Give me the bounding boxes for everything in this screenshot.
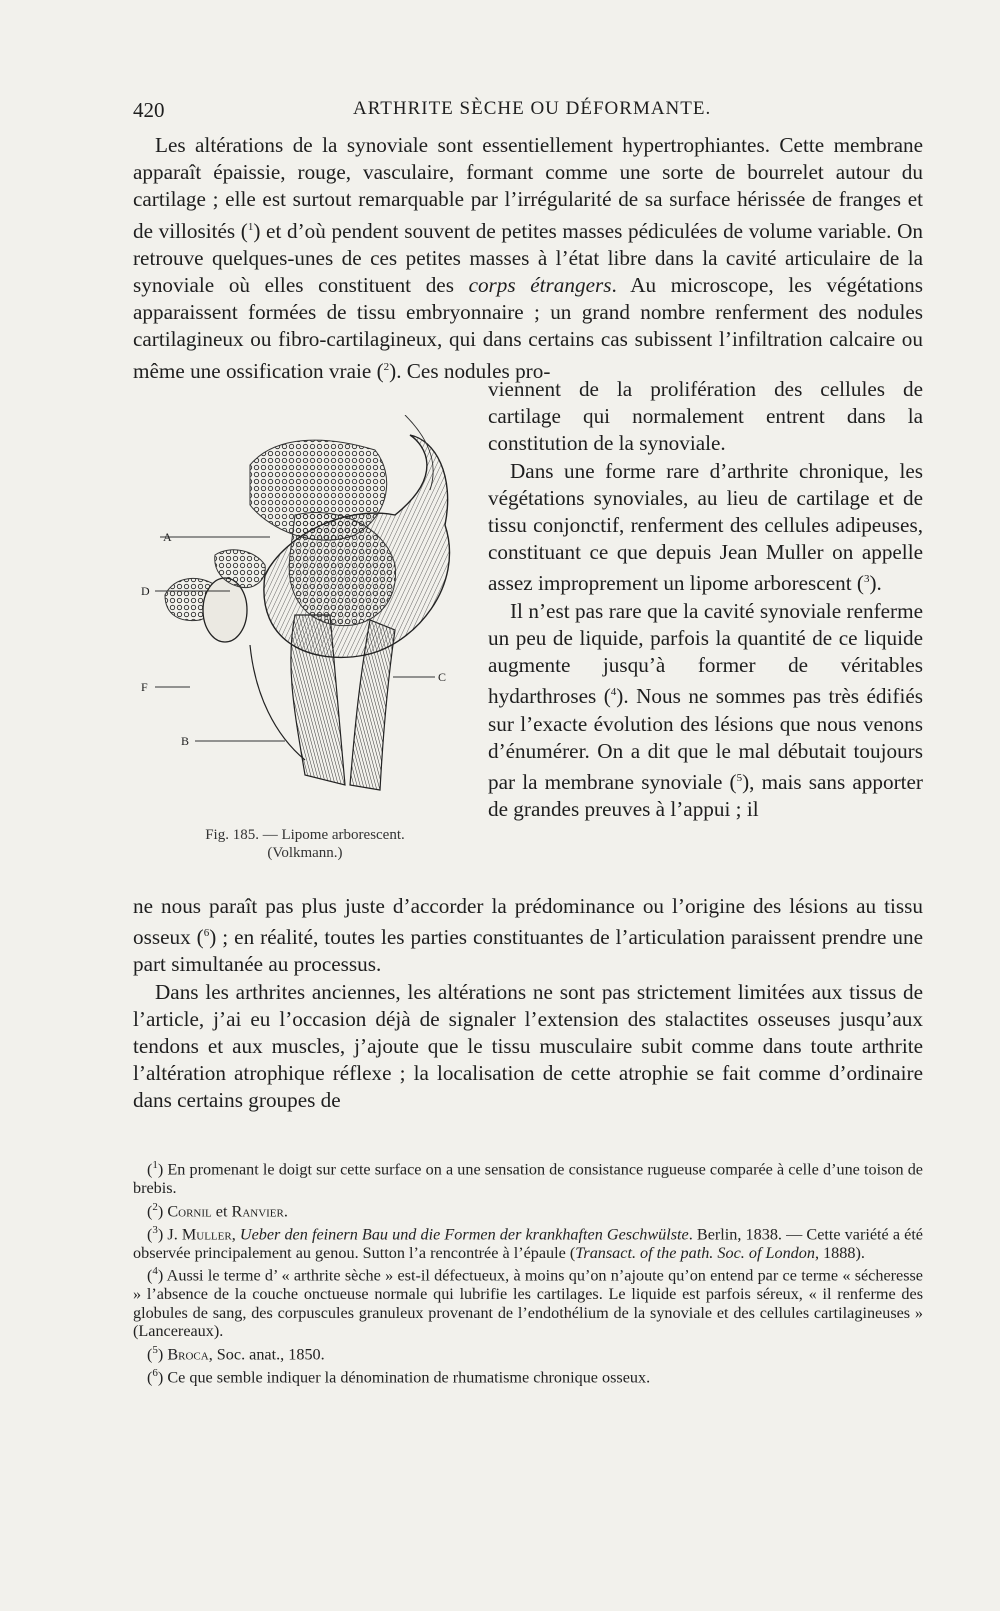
footnote-ref[interactable]: 5 xyxy=(736,771,743,784)
body-paragraph-2: Dans une forme rare d’arthrite chronique, les végétations synoviales, au lieu de cartilage et de tissu conjonctif, renferment des cellules adipeuses, constituant ce que depuis Jean Muller on appelle assez improprement un lipome arborescent ($^3$). xyxy=(488,458,923,596)
body-column-full: ne nous paraît pas plus juste d’accorder la prédominance ou l’origine des lésions au tissu osseux ($^6$) ; en réalité, toutes les parties constituantes de l’articulation paraissent prendre une part simultanée au processus. Dans les arthrites anciennes, les altérations ne sont pas strictement limitées aux tissus de l’article, j’ai eu l’occasion déjà de signaler l’extension des stalactites osseuses jusqu’aux tendons et aux muscles, j’ajoute que le tissu musculaire subit comme dans toute arthrite l’altération atrophique réflexe ; la localisation de cette atrophie se fait comme d’ordinaire dans certains groupes de xyxy=(133,893,923,1115)
page-header xyxy=(133,98,923,128)
figure-label-c: C xyxy=(438,670,447,684)
footnote-ref[interactable]: 4 xyxy=(610,686,617,699)
footnote-ref[interactable]: 2 xyxy=(383,360,390,373)
running-title: ARTHRITE SÈCHE OU DÉFORMANTE. xyxy=(353,98,712,119)
body-paragraph-3: Il n’est pas rare que la cavité synoviale renferme un peu de liquide, parfois la quantité de ce liquide augmente jusqu’à former de véritables hydarthroses ($^4$). Nous ne sommes pas très édifiés sur l’exacte évolution des lésions que nous venons d’énumérer. On a dit que le mal débutait toujours par la membrane synoviale ($^5$), mais sans apporter de grandes preuves à l’appui ; il xyxy=(488,598,923,822)
footnote-1: ($^1$) En promenant le doigt sur cette surface on a une sensation de consistance rugueuse comparée à celle d’une toison de brebis. xyxy=(133,1159,923,1197)
footnote-ref[interactable]: 3 xyxy=(863,573,870,586)
body-column-right: viennent de la prolifération des cellules de cartilage qui normalement entrent dans la constitution de la synoviale. Dans une forme rare d’arthrite chronique, les végétations synoviales, au lieu de cartilage et de tissu conjonctif, renferment des cellules adipeuses, constituant ce que depuis Jean Muller on appelle assez improprement un lipome arborescent ($^3$). Il n’est pas rare que la cavité synoviale renferme un peu de liquide, parfois la quantité de ce liquide augmente jusqu’à former de véritables hydarthroses ($^4$). Nous ne sommes pas très édifiés sur l’exacte évolution des lésions que nous venons d’énumérer. On a dit que le mal débutait toujours par la membrane synoviale ($^5$), mais sans apporter de grandes preuves à l’appui ; il xyxy=(488,376,923,823)
figure-label-f: F xyxy=(141,680,148,694)
footnotes xyxy=(133,1156,923,1387)
figure-label-d: D xyxy=(141,584,150,598)
footnote-ref[interactable]: 1 xyxy=(247,220,254,233)
footnote-5: ($^5$) Broca, Soc. anat., 1850. xyxy=(147,1343,325,1364)
figure-lipome-arborescent xyxy=(141,415,480,865)
figure-caption: Fig. 185. — Lipome arborescent. (Volkmann.) xyxy=(205,827,405,861)
body-paragraph-1: Les altérations de la synoviale sont essentiellement hypertrophiantes. Cette membrane apparaît épaissie, rouge, vasculaire, formant comme une sorte de bourrelet autour du cartilage ; elle est surtout remarquable par l’irrégularité de sa surface hérissée de franges et de villosités ($^1$) et d’où pendent souvent de petites masses pédiculées de volume variable. On retrouve quelques-unes de ces petites masses à l’état libre dans la cavité articulaire de la synoviale où elles constituent des corps étrangers. Au microscope, les végétations apparaissent formées de tissu embryonnaire ; un grand nombre renferment des nodules cartilagineux ou fibro-cartilagineux, qui dans certains cas subissent l’infiltration calcaire ou même une ossification vraie ($^2$). Ces nodules pro- xyxy=(133,133,923,383)
footnote-4: ($^4$) Aussi le terme d’ « arthrite sèche » est-il défectueux, à moins qu’on n’ajoute qu’on entend par ce terme « sécheresse » l’absence de la couche onctueuse normale qui lubrifie les cartilages. Le liquide est parfois séreux, « il renferme des globules de sang, des corpuscules granuleux provenant de l’endothélium de la synoviale et des cellules cartilagineuses » (Lancereaux). xyxy=(133,1265,923,1341)
footnote-ref[interactable]: 6 xyxy=(203,927,210,940)
body-paragraph-4: Dans les arthrites anciennes, les altérations ne sont pas strictement limitées aux tissus de l’article, j’ai eu l’occasion déjà de signaler l’extension des stalactites osseuses jusqu’aux tendons et aux muscles, j’ajoute que le tissu musculaire subit comme dans toute arthrite l’altération atrophique réflexe ; la localisation de cette atrophie se fait comme d’ordinaire dans certains groupes de xyxy=(133,979,923,1113)
footnote-3: ($^3$) J. Muller, Ueber den feinern Bau und die Formen der krankhaften Geschwülste. Berlin, 1838. — Cette variété a été observée principalement au genou. Sutton l’a rencontrée à l’épaule (Transact. of the path. Soc. of London, 1888). xyxy=(133,1223,923,1262)
footnote-6: ($^6$) Ce que semble indiquer la dénomination de rhumatisme chronique osseux. xyxy=(147,1366,651,1387)
footnote-2: ($^2$) Cornil et Ranvier. xyxy=(147,1200,288,1220)
knee-joint-engraving xyxy=(155,415,480,825)
figure-label-a: A xyxy=(163,530,172,544)
page-number: 420 xyxy=(133,98,165,122)
figure-label-b: B xyxy=(181,734,190,748)
